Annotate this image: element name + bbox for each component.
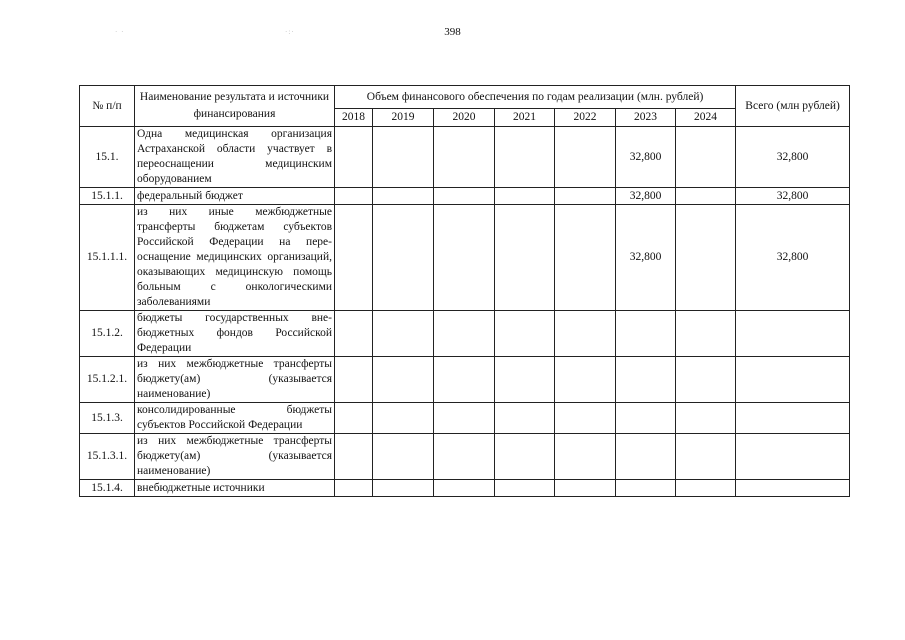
- value-cell: [335, 205, 373, 311]
- value-cell: [676, 205, 736, 311]
- column-header-name: Наименование результата и источники финансирования: [135, 86, 335, 127]
- value-cell: 32,800: [616, 127, 676, 188]
- value-cell: [555, 311, 616, 357]
- column-header-years-group: Объем финансового обеспечения по годам реализации (млн. рублей): [335, 86, 736, 109]
- row-name: федеральный бюджет: [135, 188, 335, 205]
- row-name: из них иные межбюджетные трансферты бюджетам субъектов Российской Федерации на переоснащение медицинских организаций, оказывающих медицинскую помощь больным с онкологическими заболеваниями: [135, 205, 335, 311]
- total-cell: [736, 403, 850, 434]
- value-cell: [373, 434, 434, 480]
- total-cell: 32,800: [736, 205, 850, 311]
- value-cell: [555, 434, 616, 480]
- table-row: [80, 357, 850, 403]
- value-cell: [616, 434, 676, 480]
- value-cell: [676, 127, 736, 188]
- value-cell: [676, 357, 736, 403]
- table-row: [80, 127, 850, 188]
- total-cell: [736, 480, 850, 497]
- total-cell: [736, 311, 850, 357]
- value-cell: [335, 357, 373, 403]
- row-number: 15.1.2.: [80, 311, 135, 357]
- value-cell: [434, 480, 495, 497]
- value-cell: 32,800: [616, 188, 676, 205]
- value-cell: [616, 357, 676, 403]
- row-name: из них межбюджетные трансферты бюджету(ам) (указывается наименование): [135, 357, 335, 403]
- value-cell: [434, 403, 495, 434]
- value-cell: [495, 480, 555, 497]
- value-cell: [335, 403, 373, 434]
- table-row: [80, 434, 850, 480]
- year-header: 2021: [495, 109, 555, 127]
- value-cell: [495, 357, 555, 403]
- scan-smudge: ·:·: [285, 28, 295, 36]
- value-cell: [495, 311, 555, 357]
- value-cell: [335, 480, 373, 497]
- value-cell: [495, 188, 555, 205]
- value-cell: [373, 205, 434, 311]
- scan-smudge: · ·: [115, 28, 125, 36]
- row-number: 15.1.3.: [80, 403, 135, 434]
- value-cell: [335, 434, 373, 480]
- row-name: внебюджетные источники: [135, 480, 335, 497]
- value-cell: [434, 188, 495, 205]
- value-cell: [434, 311, 495, 357]
- value-cell: [616, 311, 676, 357]
- value-cell: [373, 480, 434, 497]
- financing-table: [79, 85, 850, 497]
- value-cell: [373, 357, 434, 403]
- value-cell: [555, 357, 616, 403]
- column-header-num: № п/п: [80, 86, 135, 127]
- value-cell: [373, 127, 434, 188]
- row-number: 15.1.4.: [80, 480, 135, 497]
- year-header: 2024: [676, 109, 736, 127]
- year-header: 2020: [434, 109, 495, 127]
- value-cell: [555, 127, 616, 188]
- value-cell: [434, 127, 495, 188]
- value-cell: 32,800: [616, 205, 676, 311]
- row-name: Одна медицинская организация Астраханской области участвует в переоснащении медицинским оборудованием: [135, 127, 335, 188]
- row-name: консолидированные бюджеты субъектов Российской Федерации: [135, 403, 335, 434]
- total-cell: [736, 357, 850, 403]
- table-row: [80, 311, 850, 357]
- year-header: 2023: [616, 109, 676, 127]
- value-cell: [373, 403, 434, 434]
- value-cell: [676, 480, 736, 497]
- total-cell: [736, 434, 850, 480]
- row-name: бюджеты государственных внебюджетных фондов Российской Федерации: [135, 311, 335, 357]
- value-cell: [335, 311, 373, 357]
- value-cell: [434, 357, 495, 403]
- table-row: [80, 205, 850, 311]
- value-cell: [373, 188, 434, 205]
- table-row: [80, 188, 850, 205]
- value-cell: [495, 205, 555, 311]
- table-row: [80, 403, 850, 434]
- row-number: 15.1.1.1.: [80, 205, 135, 311]
- row-number: 15.1.1.: [80, 188, 135, 205]
- value-cell: [676, 434, 736, 480]
- table-row: [80, 480, 850, 497]
- header-row: [80, 86, 850, 109]
- value-cell: [495, 434, 555, 480]
- value-cell: [555, 205, 616, 311]
- row-number: 15.1.3.1.: [80, 434, 135, 480]
- page-number: 398: [444, 26, 461, 38]
- year-header: 2019: [373, 109, 434, 127]
- value-cell: [373, 311, 434, 357]
- value-cell: [555, 188, 616, 205]
- value-cell: [616, 480, 676, 497]
- value-cell: [434, 434, 495, 480]
- value-cell: [495, 127, 555, 188]
- value-cell: [335, 188, 373, 205]
- row-number: 15.1.: [80, 127, 135, 188]
- column-header-total: Всего (млн рублей): [736, 86, 850, 127]
- row-name: из них межбюджетные трансферты бюджету(ам) (указывается наименование): [135, 434, 335, 480]
- value-cell: [676, 403, 736, 434]
- total-cell: 32,800: [736, 188, 850, 205]
- row-number: 15.1.2.1.: [80, 357, 135, 403]
- year-header: 2018: [335, 109, 373, 127]
- value-cell: [676, 311, 736, 357]
- value-cell: [676, 188, 736, 205]
- value-cell: [495, 403, 555, 434]
- value-cell: [555, 480, 616, 497]
- value-cell: [616, 403, 676, 434]
- value-cell: [555, 403, 616, 434]
- total-cell: 32,800: [736, 127, 850, 188]
- year-header: 2022: [555, 109, 616, 127]
- value-cell: [335, 127, 373, 188]
- value-cell: [434, 205, 495, 311]
